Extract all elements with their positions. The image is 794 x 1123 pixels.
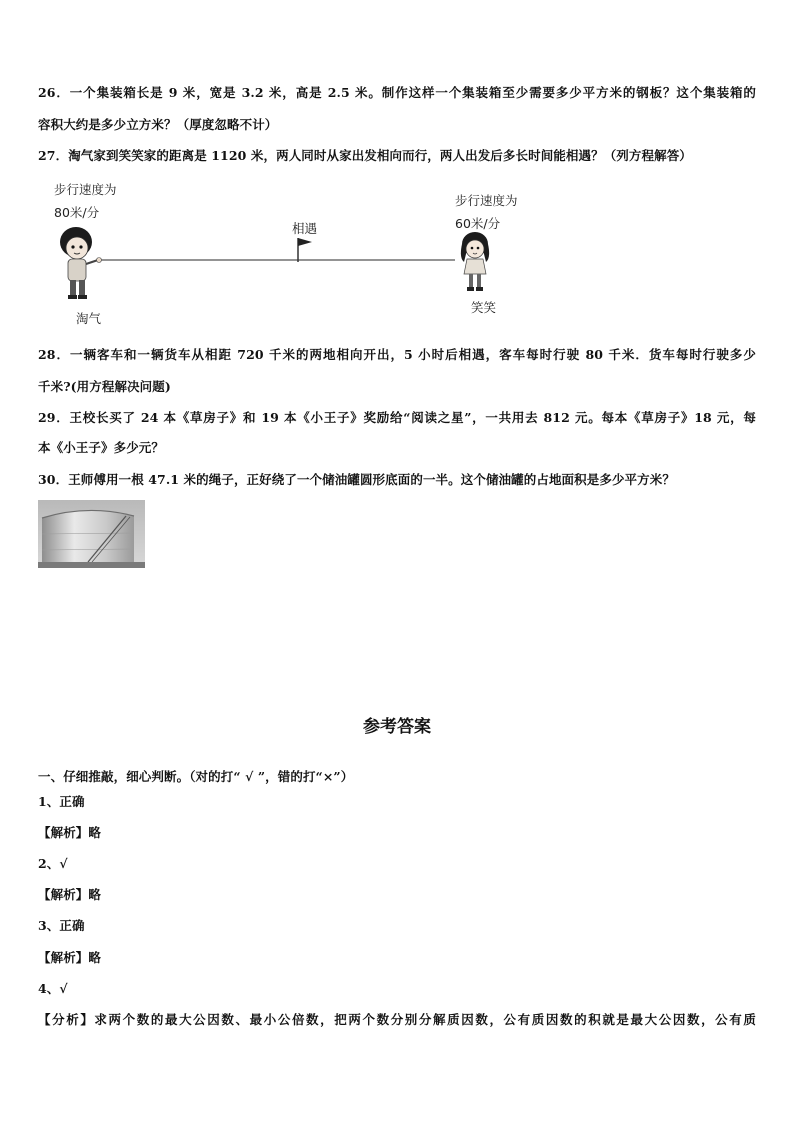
answers-section1-heading: 一、仔细推敲，细心判断。（对的打“ √ ”，错的打“×”）: [38, 769, 354, 784]
q29-line2: 本《小王子》多少元？: [38, 440, 165, 455]
q26-line1: 26．一个集装箱长是 9 米，宽是 3.2 米，高是 2.5 米。制作这样一个集装箱至少需要多少平方米的钢板？这个集装箱的: [38, 85, 756, 100]
answer-1: 1、正确: [38, 794, 85, 809]
q29-line1: 29．王校长买了 24 本《草房子》和 19 本《小王子》奖励给“阅读之星”，一共用去 812 元。每本《草房子》18 元，每: [38, 410, 756, 425]
route-line: [95, 255, 465, 265]
answer-4: 4、√: [38, 981, 68, 996]
answer-2: 2、√: [38, 856, 68, 871]
answer-2-analysis: 【解析】略: [38, 887, 102, 902]
left-speed-value: 80米/分: [54, 205, 100, 220]
q26-line2: 容积大约是多少立方米？（厚度忽略不计）: [38, 117, 278, 132]
q30-line1: 30．王师傅用一根 47.1 米的绳子，正好绕了一个储油罐圆形底面的一半。这个储油罐的占地面积是多少平方米？: [38, 472, 675, 487]
oil-tank-photo: [38, 500, 145, 568]
q28-line1: 28．一辆客车和一辆货车从相距 720 千米的两地相向开出，5 小时后相遇，客车每时行驶 80 千米．货车每时行驶多少: [38, 347, 756, 362]
answers-title: 参考答案: [363, 717, 431, 737]
q28-line2: 千米?(用方程解决问题): [38, 379, 171, 394]
q27-line1: 27．淘气家到笑笑家的距离是 1120 米，两人同时从家出发相向而行，两人出发后多长时间能相遇？（列方程解答）: [38, 148, 692, 163]
answer-3: 3、正确: [38, 918, 85, 933]
right-name: 笑笑: [471, 300, 497, 315]
flag-icon: [293, 236, 315, 264]
meet-label: 相遇: [292, 221, 318, 236]
boy-figure-icon: [52, 222, 108, 302]
girl-figure-icon: [455, 230, 495, 294]
right-speed-label: 步行速度为: [455, 193, 518, 208]
answer-1-analysis: 【解析】略: [38, 825, 102, 840]
right-speed-value: 60米/分: [455, 216, 501, 231]
answer-4-analysis: 【分析】求两个数的最大公因数、最小公倍数，把两个数分别分解质因数，公有质因数的积就是最大公因数，公有质: [38, 1012, 756, 1027]
left-speed-label: 步行速度为: [54, 182, 117, 197]
left-name: 淘气: [76, 311, 102, 326]
answer-3-analysis: 【解析】略: [38, 950, 102, 965]
